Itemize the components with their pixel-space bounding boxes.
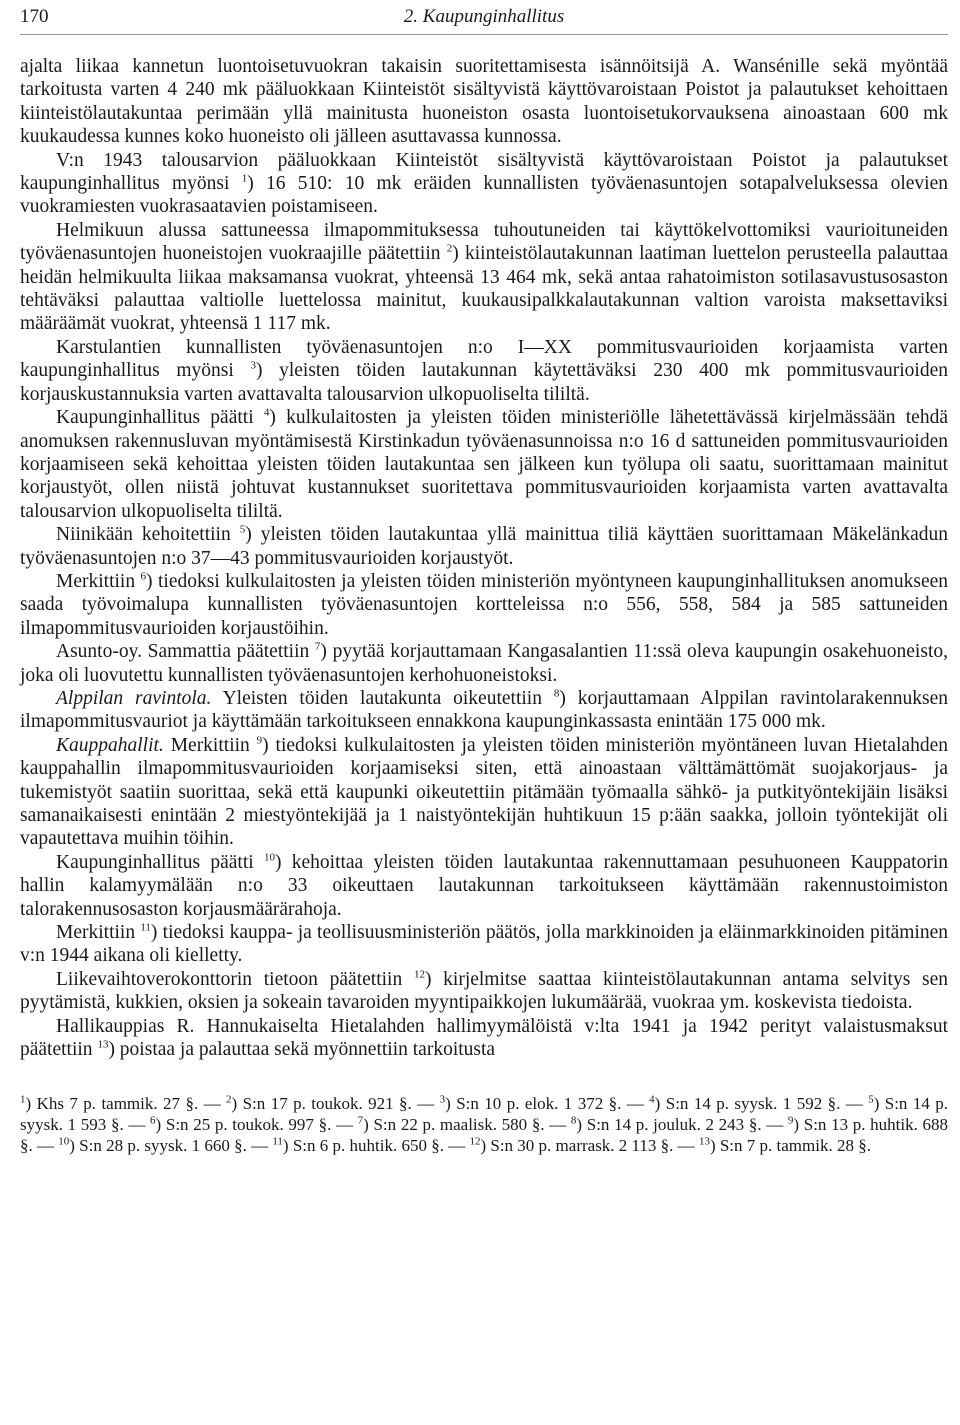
footnote <box>150 1115 358 1134</box>
footnote-ref: 6 <box>140 570 147 583</box>
footnote-text: ) S:n 14 p. syysk. 1 593 §. — <box>20 1094 949 1135</box>
footnote <box>358 1115 571 1134</box>
footnote-number: 8 <box>570 1114 577 1127</box>
footnote-number: 10 <box>58 1135 70 1148</box>
footnote-number: 1 <box>20 1093 26 1106</box>
text-run: Niinikään kehoitettiin <box>56 524 240 546</box>
paragraph <box>20 851 948 921</box>
footnote-ref: 4 <box>263 406 270 419</box>
text-run: ) yleisten töiden lautakuntaa yllä mainittua tiliä käyttäen suorittamaan Mäkelänkadun työväenasuntojen n:o 37—43 pommitusvaurioiden korjaustyöt. <box>20 524 948 569</box>
footnote-text: ) S:n 17 p. toukok. 921 §. — <box>231 1094 440 1114</box>
footnote-text: ) S:n 13 p. huhtik. 688 §. — <box>20 1115 949 1156</box>
text-run: ) kiinteistölautakunnan laatiman luettelon perusteella palauttaa heidän helmikuulta liikaa maksamansa vuokrat, yhteensä 13 464 mk, sekä antaa rahatoimiston sotilasavustusosaston tehtäväksi palauttaa valtiolle luettelossa mainitut, kuukausipalkkalautakunnan valtion varoista maksettaviksi määräämät vuokrat, yhteensä 1 117 mk. <box>20 243 948 335</box>
footnote-text: ) S:n 14 p. jouluk. 2 243 §. — <box>576 1115 788 1135</box>
footnote <box>571 1115 788 1134</box>
text-run: V:n 1943 talousarvion pääluokkaan Kiinteistöt sisältyvistä käyttövaroistaan Poistot ja palautukset kaupunginhallitus myönsi <box>20 149 948 195</box>
footnote-ref: 2 <box>446 242 453 255</box>
section-lead: Kauppahallit. <box>56 734 164 756</box>
footnote-number: 3 <box>439 1093 446 1106</box>
paragraph <box>20 523 948 570</box>
footnote-ref: 1 <box>241 172 248 185</box>
text-run: ) yleisten töiden lautakunnan käytettäväksi 230 400 mk pommitusvaurioiden korjauskustannuksia varten avattavalta talousarvion ulkopuoliselta tililtä. <box>20 360 948 405</box>
footnote <box>58 1136 272 1155</box>
footnote-number: 13 <box>698 1135 710 1148</box>
footnote-text: ) S:n 22 p. maalisk. 580 §. — <box>363 1115 571 1135</box>
paragraph <box>20 336 948 406</box>
footnote-text: ) S:n 25 p. toukok. 997 §. — <box>155 1115 358 1135</box>
footnote-number: 7 <box>357 1114 364 1127</box>
footnote-ref: 13 <box>97 1038 109 1051</box>
running-head: 2. Kaupunginhallitus <box>403 6 565 27</box>
text-run: Merkittiin <box>163 734 257 756</box>
paragraph <box>20 406 948 523</box>
text-run: Kaupunginhallitus päätti <box>56 851 264 873</box>
footnote-number: 2 <box>226 1093 232 1106</box>
footnote <box>649 1094 868 1113</box>
footnote-ref: 11 <box>140 921 151 934</box>
text-run: ) tiedoksi kulkulaitosten ja yleisten töiden ministeriön myöntyneen kaupunginhallituksen anomukseen saada työvoimalupa kunnallisten työväenasuntojen kortteleissa n:o 556, 558, 584 ja 585 sattuneiden ilmapommitusvaurioiden korjaustöihin. <box>20 570 949 639</box>
document-page <box>20 0 948 1156</box>
footnote-ref: 3 <box>250 359 256 372</box>
text-run: Karstulantien kunnallisten työväenasuntojen n:o I—XX pommitusvaurioiden korjaamista varten kaupunginhallitus myönsi <box>20 336 948 382</box>
footnote-number: 4 <box>649 1093 655 1106</box>
footnote <box>469 1136 698 1155</box>
footnote-text: ) Khs 7 p. tammik. 27 §. — <box>25 1094 227 1114</box>
paragraph <box>20 687 948 734</box>
footnotes <box>20 1093 948 1156</box>
paragraph <box>20 219 948 336</box>
paragraph <box>20 968 948 1015</box>
footnote-number: 5 <box>868 1093 874 1106</box>
text-run: ) korjauttamaan Alppilan ravintolarakennuksen ilmapommitusvauriot ja käyttämään tarkoitukseen ennakkona kaupunginkassasta enintään 175 000 mk. <box>20 687 948 733</box>
footnote-number: 9 <box>787 1114 794 1127</box>
footnote-text: ) S:n 30 p. marrask. 2 113 §. — <box>480 1136 699 1156</box>
paragraph <box>20 1015 948 1062</box>
paragraph <box>20 734 948 851</box>
text-run: Merkittiin <box>56 922 141 944</box>
paragraph <box>20 640 948 687</box>
text-run: Asunto-oy. Sammattia päätettiin <box>56 641 315 663</box>
footnote-text: ) S:n 14 p. syysk. 1 592 §. — <box>654 1094 869 1114</box>
text-run: Yleisten töiden lautakunta oikeutettiin <box>211 687 554 709</box>
footnote-ref: 9 <box>256 734 263 747</box>
paragraph <box>20 570 948 640</box>
footnote-text: ) S:n 6 p. huhtik. 650 §. — <box>282 1136 470 1156</box>
footnote-text: ) S:n 7 p. tammik. 28 §. <box>709 1136 871 1156</box>
text-run: Helmikuun alussa sattuneessa ilmapommituksessa tuhoutuneiden tai käyttökelvottomiksi vaurioituneiden työväenasuntojen huoneistojen vuokraajille päätettiin <box>20 219 948 265</box>
footnote <box>20 1094 226 1113</box>
footnote <box>699 1136 871 1155</box>
paragraph <box>20 55 948 149</box>
footnote-text: ) S:n 28 p. syysk. 1 660 §. — <box>69 1136 273 1156</box>
text-run: ) kirjelmitse saattaa kiinteistölautakunnan antama selvitys sen pyytämistä, kukkien, oksien ja sokeain tavaroiden myyntipaikkojen lukumäärää, vuokraa ym. koskevista tiedoista. <box>20 968 949 1014</box>
footnote <box>272 1136 469 1155</box>
text-run: Liikevaihtoverokonttorin tietoon päätettiin <box>56 968 414 990</box>
text-run: ) tiedoksi kulkulaitosten ja yleisten töiden ministeriön myöntäneen luvan Hietalahden kauppahallin ilmapommitusvaurioiden korjaamiseksi siten, että ainoastaan välttämättömät suojakorjaus- ja tukemistyöt saatiin suorittaa, sekä että kaupunki oikeutettiin pitämään työmaalla sähkö- ja putkityöntekijäin lisäksi samanaikaisesti enintään 2 miestyöntekijää ja 1 naistyöntekijän huhtikuun 15 p:ään saakka, jolloin työntekijät oli vapautettava muihin töihin. <box>20 734 948 850</box>
footnote-ref: 8 <box>553 687 560 700</box>
text-run: ) kehoittaa yleisten töiden lautakuntaa rakennuttamaan pesuhuoneen Kauppatorin hallin kalamyymälään n:o 33 oikeuttaen lautakunnan tarkoitukseen käyttämään rakennustoimiston talorakennusosaston korjausmäärärahoja. <box>20 851 948 920</box>
page-number: 170 <box>20 6 49 27</box>
text-run: Kaupunginhallitus päätti <box>56 407 264 429</box>
paragraph <box>20 921 948 968</box>
text-run: ajalta liikaa kannetun luontoisetuvuokran takaisin suoritettamisesta isännöitsijä A. Wansénille sekä myöntää tarkoitusta varten 4 240 mk pääluokkaan Kiinteistöt sisältyvistä käyttövaroistaan Poistot ja palautukset kehoittaen kiinteistölautakuntaa perimään yllä mainitusta huoneiston osasta luontoisetukorvauksena ainoastaan 600 mk kuukaudessa kunnes koko huoneisto oli jälleen asuttavassa kunnossa. <box>20 56 948 148</box>
text-run: ) pyytää korjauttamaan Kangasalantien 11:ssä oleva kaupungin osakehuoneisto, joka oli luovutettu kunnallisten työväenasuntojen kerhohuoneistoksi. <box>20 641 948 686</box>
footnote-number: 6 <box>150 1114 156 1127</box>
text-run: ) poistaa ja palauttaa sekä myönnettiin tarkoitusta <box>108 1039 496 1061</box>
footnote <box>440 1094 650 1113</box>
footnote-text: ) S:n 10 p. elok. 1 372 §. — <box>445 1094 650 1114</box>
page-header <box>20 0 948 35</box>
footnote-ref: 12 <box>413 968 425 981</box>
text-run: ) kulkulaitosten ja yleisten töiden ministeriölle lähetettävässä kirjelmässään tehdä anomuksen rakennusluvan myöntämisestä Kirstinkadun työväenasunnoissa n:o 16 d sattuneiden pommitusvaurioiden korjaamiseen sekä kehoittaa yleisten töiden lautakuntaa sen jälkeen kun työlupa oli saatu, suorittamaan mainitut korjaustyöt, ollen niistä johtuvat kustannukset suoritettava pommitusvaurioiden korjaamista varten avattavalta talousarvion ulkopuoliselta tililtä. <box>20 407 948 522</box>
footnote-ref: 10 <box>263 851 275 864</box>
footnote-ref: 7 <box>314 640 321 653</box>
footnote-number: 11 <box>272 1135 283 1148</box>
section-lead: Alppilan ravintola. <box>56 687 212 709</box>
paragraph <box>20 149 948 219</box>
body-text <box>20 55 948 1061</box>
footnote-number: 12 <box>469 1135 481 1148</box>
footnote <box>226 1094 440 1113</box>
text-run: Merkittiin <box>56 570 141 592</box>
text-run: ) 16 510: 10 mk eräiden kunnallisten työväenasuntojen sotapalveluksessa olevien vuokramiesten vuokrasaatavien poistamiseen. <box>20 173 948 218</box>
text-run: Hallikauppias R. Hannukaiselta Hietalahden hallimyymälöistä v:lta 1941 ja 1942 perityt valaistusmaksut päätettiin <box>20 1015 948 1061</box>
text-run: ) tiedoksi kauppa- ja teollisuusministeriön päätös, jolla markkinoiden ja eläinmarkkinoiden pitäminen v:n 1944 aikana oli kielletty. <box>20 922 949 967</box>
footnote-ref: 5 <box>239 523 246 536</box>
